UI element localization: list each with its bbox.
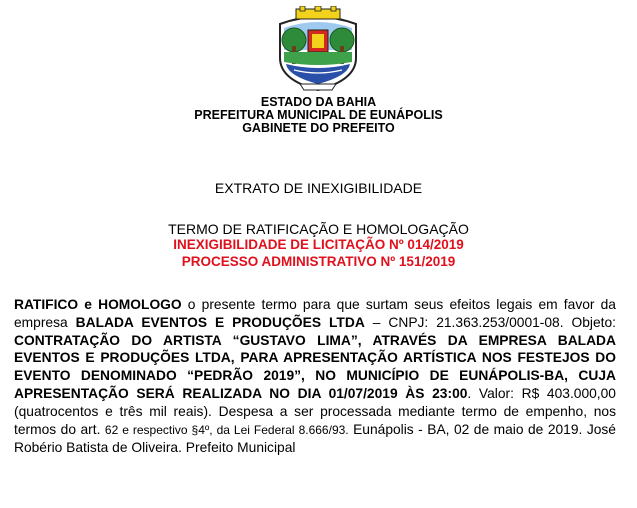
body-text-2: – CNPJ: 21.363.253/0001-08. Objeto: [364,314,617,330]
municipal-crest-icon [270,6,366,92]
office-name: GABINETE DO PREFEITO [242,121,395,135]
legal-reference: 62 e respectivo §4º, da Lei Federal 8.666/93. [104,422,349,437]
body-text-1: o presente termo para que surtam seus efeitos legais em favor da empresa [14,297,616,330]
process-number: PROCESSO ADMINISTRATIVO Nº 151/2019 [181,254,456,269]
contract-object: CONTRATAÇÃO DO ARTISTA “GUSTAVO LIMA”, ATRAVÉS DA EMPRESA BALADA EVENTOS E PRODUÇÕES LTDA, PARA APRESENTAÇÃO ARTÍSTICA NOS FESTEJOS DO EVENTO DENOMINADO “PEDRÃO 2019”, NO MUNICÍPIO DE EUNÁPOLIS-BA, CUJA APRESENTAÇÃO SERÁ REALIZADA NO DIA 01/07/2019 ÀS 23:00 [14,332,616,401]
ratify-phrase: RATIFICO e HOMOLOGO [14,297,182,312]
prefecture-name: PREFEITURA MUNICIPAL DE EUNÁPOLIS [194,108,443,122]
term-title: TERMO DE RATIFICAÇÃO E HOMOLOGAÇÃO [168,221,469,237]
body-text-3: . Valor: R$ 403.000,00 (quatrocentos e três mil reais). Despesa a ser processada mediante termo de empenho, nos termos do art. [14,385,616,437]
company-name: BALADA EVENTOS E PRODUÇÕES LTDA [75,314,365,330]
extract-title: EXTRATO DE INEXIGIBILIDADE [214,180,423,196]
inexigibility-number: INEXIGIBILIDADE DE LICITAÇÃO Nº 014/2019 [173,237,464,252]
body-text-4: Eunápolis - BA, 02 de maio de 2019. José Robério Batista de Oliveira. Prefeito Municipal [14,421,616,456]
ratification-text [14,296,616,457]
state-name: ESTADO DA BAHIA [260,95,377,109]
